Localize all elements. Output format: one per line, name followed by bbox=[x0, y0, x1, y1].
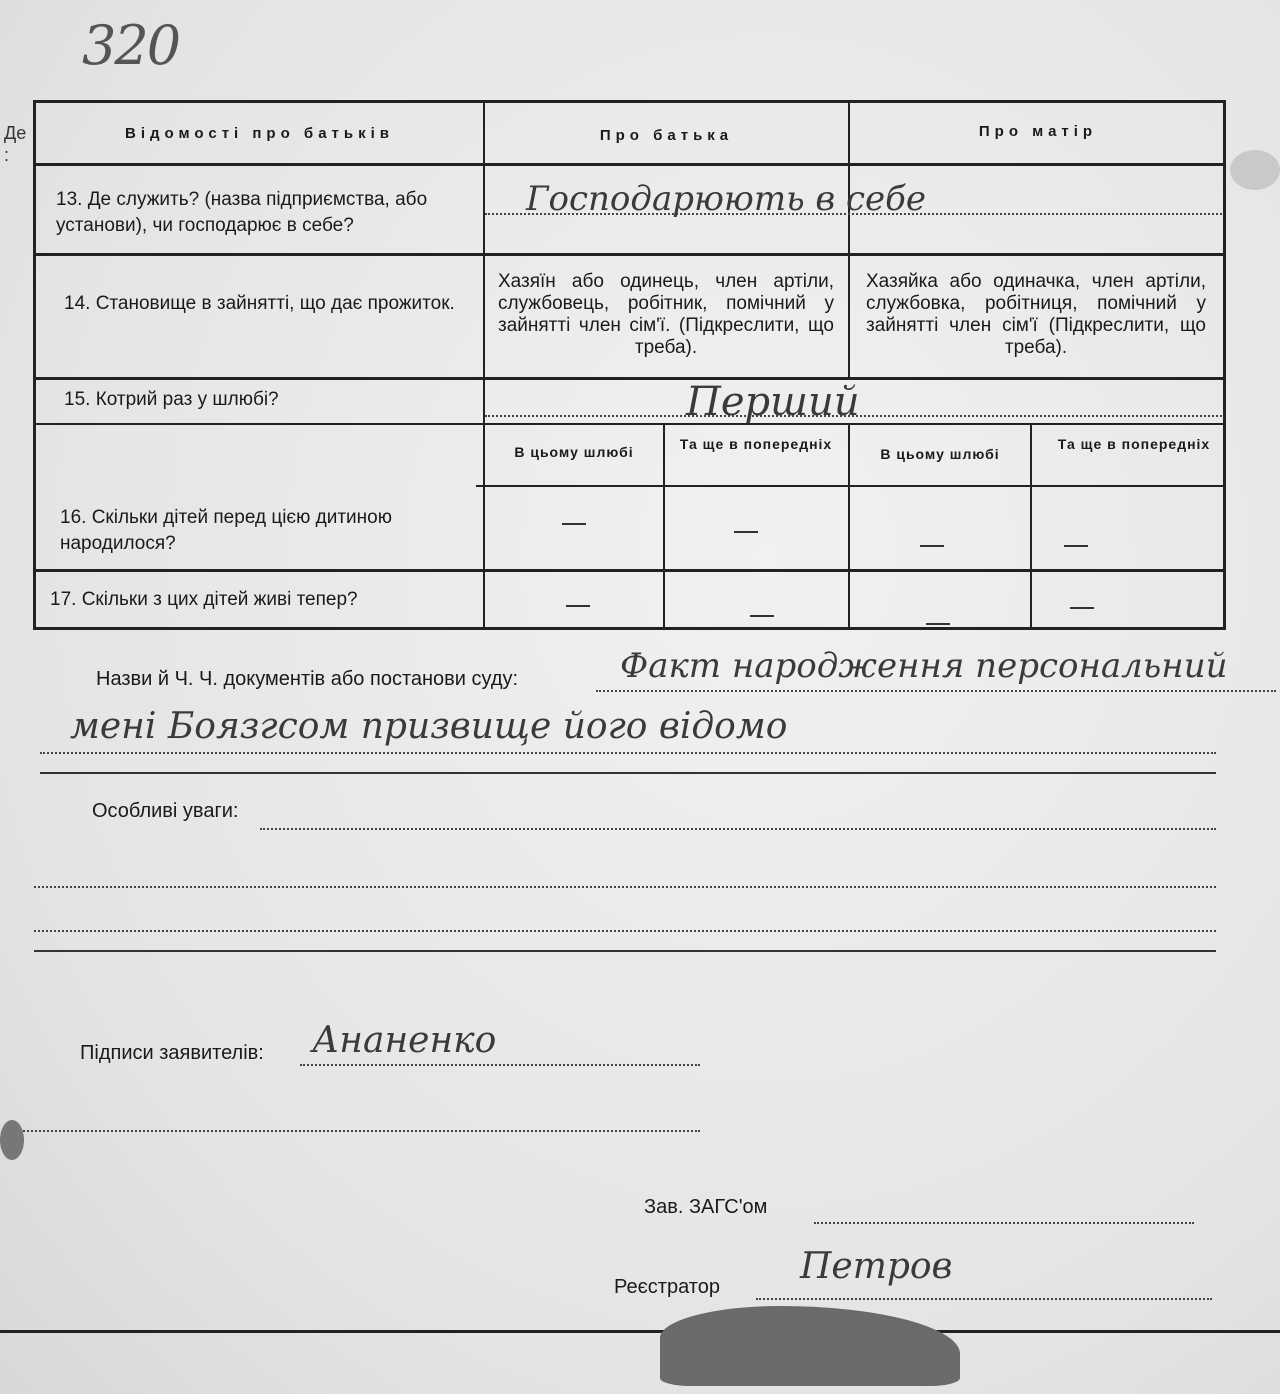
column-divider bbox=[848, 103, 850, 377]
answer-15-handwritten: Перший bbox=[686, 379, 860, 425]
table-divider bbox=[36, 569, 1223, 572]
column-divider bbox=[663, 423, 665, 630]
column-divider bbox=[1030, 423, 1032, 630]
margin-mark: : bbox=[4, 145, 10, 165]
answer-dash bbox=[926, 623, 950, 625]
table-divider bbox=[36, 163, 1223, 166]
torn-edge bbox=[1230, 150, 1280, 190]
signature-line bbox=[300, 1064, 700, 1066]
archive-page-number: 320 bbox=[82, 14, 180, 77]
remarks-line bbox=[34, 930, 1216, 932]
registrar-label: Реєстратор bbox=[614, 1276, 720, 1298]
subheader-mother-this-marriage: В цьому шлюбі bbox=[880, 446, 1000, 462]
header-mother: Про матір bbox=[978, 123, 1098, 140]
answer-dash bbox=[566, 605, 590, 607]
table-divider bbox=[36, 377, 1223, 380]
documents-line bbox=[40, 752, 1216, 754]
question-13: 13. Де служить? (назва підприємства, або установи), чи господарює в себе? bbox=[56, 189, 428, 236]
answer-dash bbox=[750, 615, 774, 617]
applicant-signature: Ананенко bbox=[312, 1020, 497, 1061]
margin-marks bbox=[4, 122, 26, 166]
signatures-label: Підписи заявителів: bbox=[80, 1042, 264, 1064]
remarks-label: Особливі уваги: bbox=[92, 800, 239, 822]
column-divider bbox=[483, 103, 485, 630]
registrar-line bbox=[756, 1298, 1212, 1300]
zags-head-line bbox=[814, 1222, 1194, 1224]
subheader-mother-previous: Та ще в попередніх bbox=[1057, 436, 1211, 452]
question-16: 16. Скільки дітей перед цією дитиною народилося? bbox=[60, 507, 392, 554]
table-divider bbox=[36, 253, 1223, 256]
torn-edge bbox=[0, 1120, 24, 1160]
page-bottom-edge bbox=[0, 1330, 1280, 1333]
answer-dash bbox=[1070, 607, 1094, 609]
divider-rule bbox=[34, 950, 1216, 952]
answer-13-handwritten: Господарюють в себе bbox=[526, 179, 927, 219]
question-15: 15. Котрий раз у шлюбі? bbox=[64, 389, 279, 410]
documents-line bbox=[596, 690, 1276, 692]
parents-info-table bbox=[33, 100, 1226, 630]
subheader-father-previous: Та ще в попередніх bbox=[679, 436, 833, 452]
registrar-signature: Петров bbox=[800, 1246, 953, 1287]
answer-dash bbox=[1064, 545, 1088, 547]
remarks-line bbox=[260, 828, 1216, 830]
mother-employment-options: Хазяйка або одиначка, член артіли, службовка, робітниця, помічний у зайнятті член сім'ї (Підкреслити, що треба). bbox=[866, 271, 1206, 358]
documents-label: Назви й Ч. Ч. документів або постанови суду: bbox=[96, 668, 519, 690]
answer-dash bbox=[920, 545, 944, 547]
father-employment-options: Хазяїн або одинець, член артіли, службовець, робітник, помічний у зайнятті член сім'ї. (Підкреслити, що треба). bbox=[498, 271, 834, 358]
remarks-line bbox=[34, 886, 1216, 888]
question-17: 17. Скільки з цих дітей живі тепер? bbox=[50, 589, 358, 610]
answer-dash bbox=[734, 531, 758, 533]
zags-head-label: Зав. ЗАГС'ом bbox=[644, 1196, 768, 1218]
documents-handwritten-2: мені Боязгсом призвище його відомо bbox=[70, 706, 788, 747]
header-father: Про батька bbox=[599, 127, 734, 144]
documents-handwritten-1: Факт народження персональний bbox=[620, 646, 1228, 686]
header-info: Відомості про батьків bbox=[125, 125, 394, 142]
subheader-father-this-marriage: В цьому шлюбі bbox=[514, 444, 634, 460]
question-14: 14. Становище в зайнятті, що дає прожиток. bbox=[64, 293, 455, 314]
margin-mark: Де bbox=[4, 123, 27, 143]
signature-line bbox=[20, 1130, 700, 1132]
table-divider bbox=[36, 423, 1223, 425]
divider-rule bbox=[40, 772, 1216, 774]
answer-dash bbox=[562, 523, 586, 525]
